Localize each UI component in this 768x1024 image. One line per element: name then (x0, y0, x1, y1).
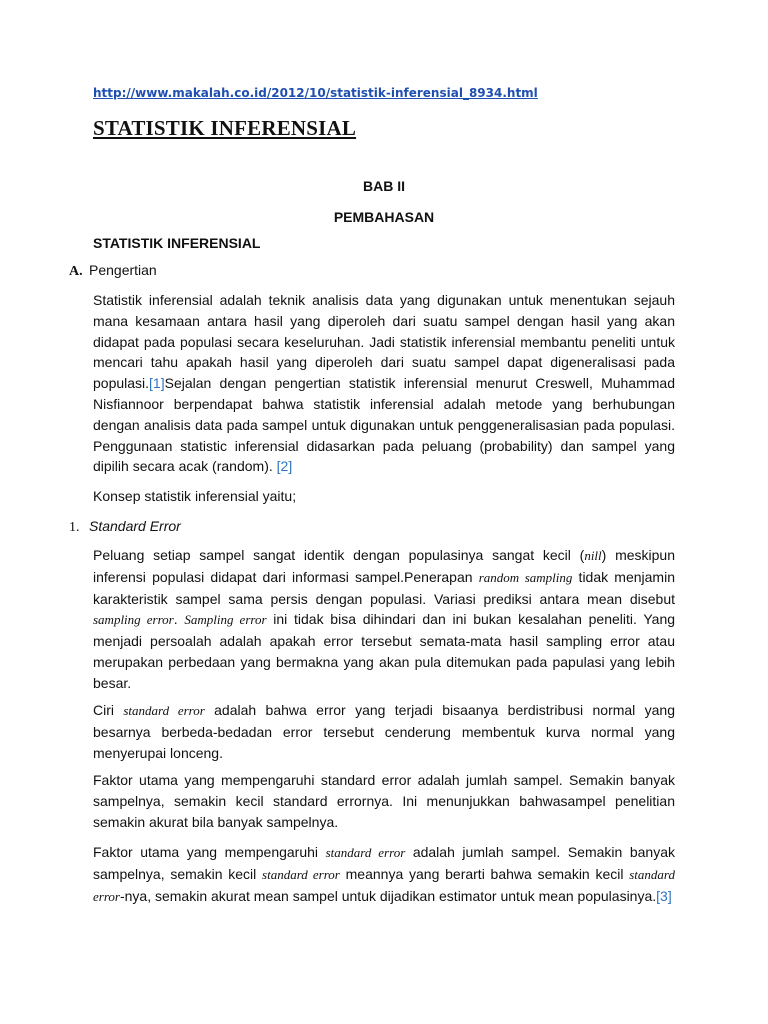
footnote-link-3[interactable]: [3] (656, 887, 672, 904)
p2-italic-3: sampling error (93, 612, 174, 628)
p2-italic-2: random sampling (478, 569, 573, 585)
section-1-marker: 1. (69, 520, 80, 535)
paragraph-standard-error-1 (93, 545, 675, 694)
p5-italic-3: standard error (93, 866, 675, 904)
p3-text-2: adalah bahwa error yang terjadi bisaanya berdistribusi normal yang besarnya berbeda-bedadan error tersebut cenderung membentuk kurva normal yang menyerupai lonceng. (93, 702, 675, 761)
p3-text-1: Ciri (93, 702, 124, 718)
footnote-link-1[interactable]: [1] (149, 375, 165, 392)
paragraph-faktor-1: Faktor utama yang mempengaruhi standard error adalah jumlah sampel. Semakin banyak sampelnya, semakin kecil standard errornya. Ini menunjukkan bahwasampel penelitian semakin akurat bila banyak sampelnya. (93, 772, 675, 830)
p5-text-3: meannya yang berarti bahwa semakin kecil (339, 865, 630, 882)
chapter-label: BAB II (363, 178, 405, 194)
p5-italic-2: standard error (262, 866, 340, 882)
paragraph-ciri (93, 700, 675, 763)
p2-text-1: Peluang setiap sampel sangat identik dengan populasinya sangat kecil ( (93, 547, 585, 563)
paragraph-faktor-2 (93, 842, 675, 907)
p2-text-4: . (173, 611, 185, 628)
p2-text-2: ) meskipun inferensi populasi didapat dari informasi sampel.Penerapan (93, 547, 675, 585)
p2-text-3: tidak menjamin karakteristik sampel sama persis dengan populasi. Variasi prediksi antara mean disebut (93, 568, 675, 607)
chapter-title: PEMBAHASAN (333, 209, 435, 225)
p2-italic-1: nill (584, 548, 602, 563)
source-url-link[interactable]: http://www.makalah.co.id/2012/10/statistik-inferensial_8934.html (93, 86, 538, 100)
p5-text-4: -nya, semakin akurat mean sampel untuk dijadikan estimator untuk mean populasinya. (119, 887, 657, 904)
document-title: STATISTIK INFERENSIAL (93, 116, 357, 140)
section-a-label: Pengertian (89, 262, 157, 278)
section-1-label: Standard Error (89, 518, 181, 534)
section-1-heading (69, 518, 181, 536)
subheading: STATISTIK INFERENSIAL (93, 235, 261, 251)
paragraph-pengertian (93, 290, 675, 477)
paragraph-konsep: Konsep statistik inferensial yaitu; (93, 488, 297, 504)
p1-text-2: Sejalan dengan pengertian statistik inferensial menurut Creswell, Muhammad Nisfiannoor berpendapat bahwa statistik inferensial adalah metode yang berhubungan dengan analisis data pada sampel untuk digunakan untuk penggeneralisasian pada populasi. Penggunaan statistic inferensial didasarkan pada peluang (probability) dan sampel yang dipilih secara acak (random). (93, 375, 675, 475)
p2-text-5: ini tidak bisa dihindari dan ini bukan kesalahan peneliti. Yang menjadi persoalah adalah apakah error tersebut semata-mata hasil sampling error atau merupakan perbedaan yang bermakna yang akan pula ditemukan pada papulasi yang lebih besar. (93, 611, 676, 691)
p1-text-1: Statistik inferensial adalah teknik analisis data yang digunakan untuk menentukan sejauh mana kesamaan antara hasil yang diperoleh dari suatu sampel dengan hasil yang akan didapat pada populasi secara keseluruhan. Jadi statistik inferensial membantu peneliti untuk mencari tahu apakah hasil yang diperoleh dari suatu sampel dapat digeneralisasi pada populasi. (93, 292, 675, 392)
section-a-heading (69, 262, 157, 280)
p5-text-2: adalah jumlah sampel. Semakin banyak sampelnya, semakin kecil (93, 844, 675, 882)
p2-italic-4: Sampling error (184, 612, 267, 628)
p3-italic-1: standard error (123, 703, 205, 718)
section-a-marker: A. (69, 264, 83, 279)
footnote-link-2[interactable]: [2] (276, 458, 293, 475)
p5-text-1: Faktor utama yang mempengaruhi (93, 844, 326, 860)
p5-italic-1: standard error (325, 845, 406, 860)
